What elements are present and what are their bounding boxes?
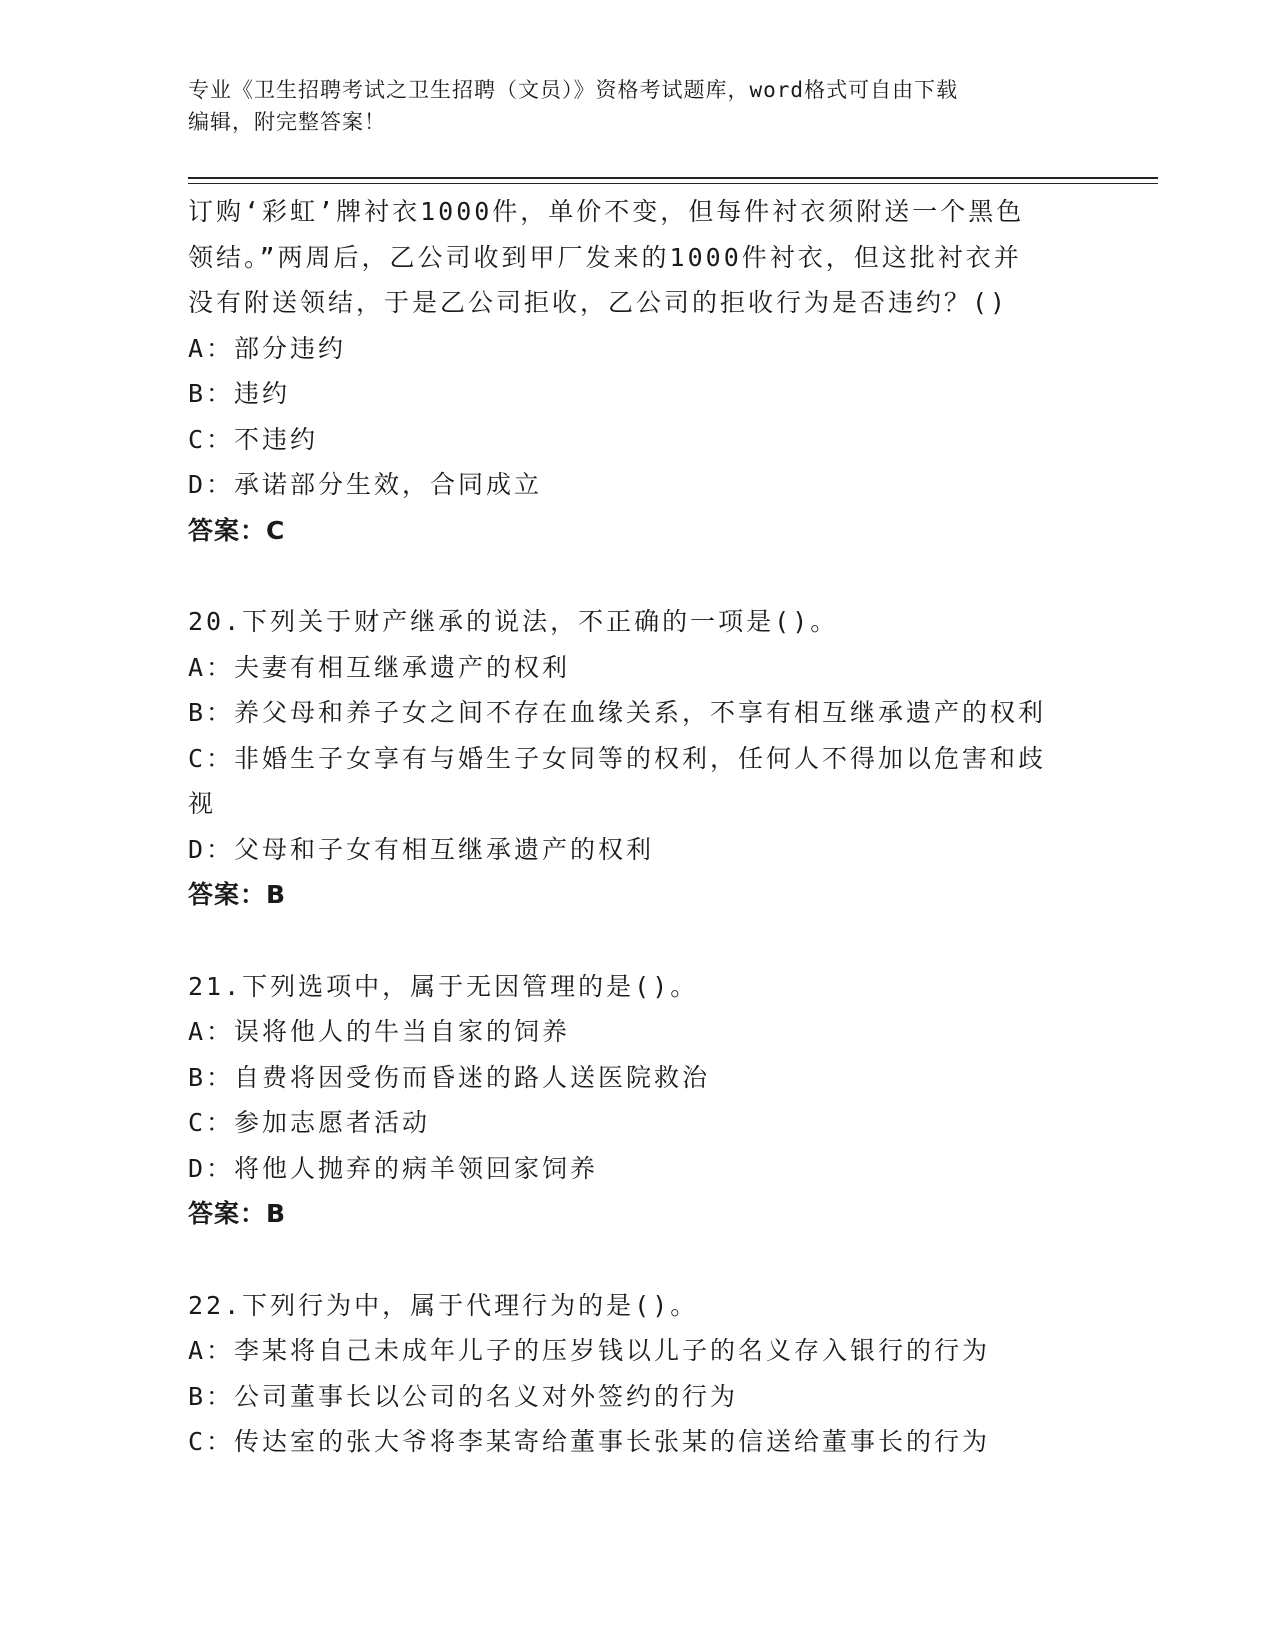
answer-label: 答案：B xyxy=(188,880,287,909)
option-c-continued: 视 xyxy=(188,789,217,818)
question-stem: 没有附送领结，于是乙公司拒收，乙公司的拒收行为是否违约？() xyxy=(188,288,1009,317)
question-stem: 订购‘彩虹’牌衬衣1000件，单价不变，但每件衬衣须附送一个黑色 xyxy=(188,197,1025,226)
question-20 xyxy=(188,599,1088,918)
option-d: D：将他人抛弃的病羊领回家饲养 xyxy=(188,1153,599,1183)
option-b: B：公司董事长以公司的名义对外签约的行为 xyxy=(188,1381,739,1411)
question-stem: 21.下列选项中，属于无因管理的是()。 xyxy=(188,971,699,1001)
option-d: D：承诺部分生效，合同成立 xyxy=(188,470,543,499)
question-stem: 22.下列行为中，属于代理行为的是()。 xyxy=(188,1290,699,1320)
option-c: C：传达室的张大爷将李某寄给董事长张某的信送给董事长的行为 xyxy=(188,1427,991,1456)
option-b: B：养父母和养子女之间不存在血缘关系，不享有相互继承遗产的权利 xyxy=(188,698,1047,727)
question-list xyxy=(188,189,1088,1465)
header-divider-thin xyxy=(188,183,1158,184)
option-c: C：非婚生子女享有与婚生子女同等的权利，任何人不得加以危害和歧 xyxy=(188,743,1047,773)
option-c: C：参加志愿者活动 xyxy=(188,1108,431,1137)
option-a: A：部分违约 xyxy=(188,333,347,363)
spacer xyxy=(188,553,1088,599)
header-line-1: 专业《卫生招聘考试之卫生招聘（文员）》资格考试题库，word格式可自由下载 xyxy=(188,78,959,102)
option-a: A：李某将自己未成年儿子的压岁钱以儿子的名义存入银行的行为 xyxy=(188,1336,991,1365)
spacer xyxy=(188,1237,1088,1283)
question-stem: 领结。”两周后，乙公司收到甲厂发来的1000件衬衣，但这批衬衣并 xyxy=(188,242,1022,272)
option-b: B：违约 xyxy=(188,379,291,408)
answer-label: 答案：B xyxy=(188,1199,287,1228)
option-a: A：夫妻有相互继承遗产的权利 xyxy=(188,652,571,682)
option-c: C：不违约 xyxy=(188,424,319,454)
answer-label: 答案：C xyxy=(188,515,286,545)
option-a: A：误将他人的牛当自家的饲养 xyxy=(188,1017,571,1046)
option-b: B：自费将因受伤而昏迷的路人送医院救治 xyxy=(188,1062,711,1092)
header-divider-thick xyxy=(188,177,1158,179)
question-22 xyxy=(188,1283,1088,1465)
question-21 xyxy=(188,964,1088,1237)
option-d: D：父母和子女有相互继承遗产的权利 xyxy=(188,834,655,864)
document-header xyxy=(188,74,1088,138)
spacer xyxy=(188,918,1088,964)
question-19 xyxy=(188,189,1088,553)
header-line-2: 编辑，附完整答案！ xyxy=(188,110,386,134)
question-stem: 20.下列关于财产继承的说法，不正确的一项是()。 xyxy=(188,607,839,636)
